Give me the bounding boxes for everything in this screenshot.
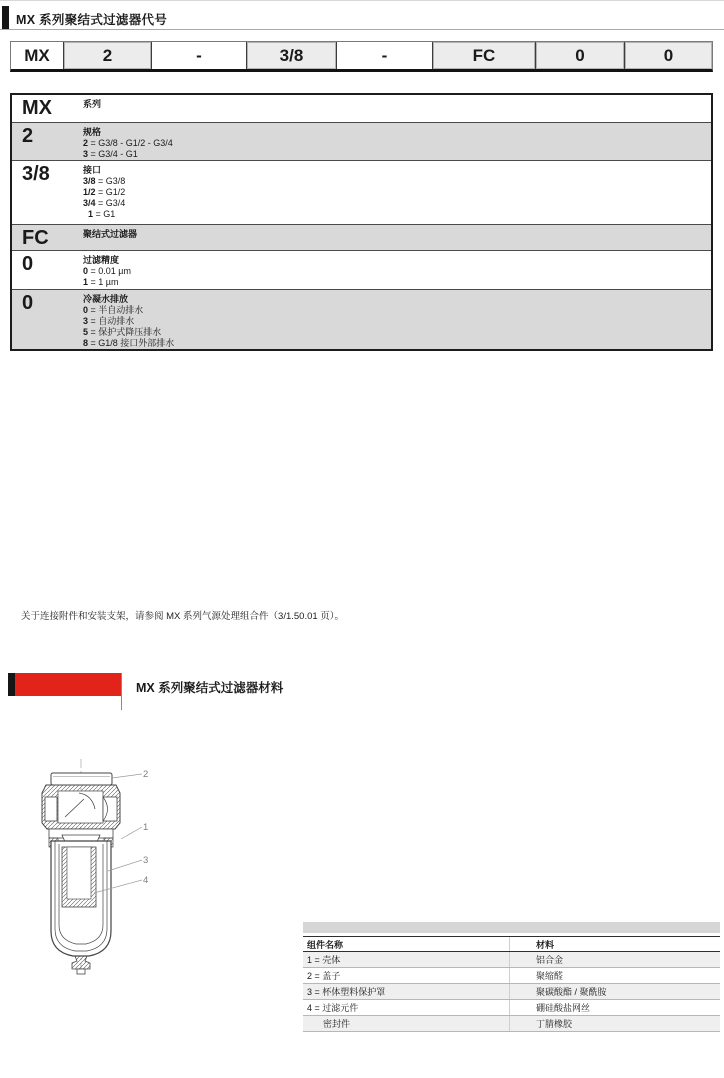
row-option: 8 = G1/8 接口外部排水 (83, 338, 175, 348)
component-material: 聚缩醛 (509, 968, 720, 983)
component-material: 硼硅酸盐网丝 (509, 1000, 720, 1015)
callout-2: 2 (143, 769, 149, 780)
order-code-segment-size: 2 (63, 42, 151, 69)
table-row-size (12, 122, 711, 160)
section-accent-red-bar (15, 673, 122, 696)
row-option: 2 = G3/8 - G1/2 - G3/4 (83, 138, 173, 148)
order-code-segment-drain: 0 (624, 42, 712, 69)
order-code-separator: - (336, 42, 432, 69)
component-name: 4 = 过滤元件 (307, 1003, 359, 1013)
materials-table-header (303, 936, 720, 952)
cross-reference-note: 关于连接附件和安装支架，请参阅 MX 系列气源处理组合件（3/1.50.01 页）。 (21, 611, 345, 622)
order-code-segment-grade: 0 (535, 42, 624, 69)
row-title: 聚结式过滤器 (83, 229, 138, 239)
component-name: 3 = 杯体塑料保护罩 (307, 987, 386, 997)
materials-table-top-band (303, 922, 720, 933)
table-row-drain (12, 289, 711, 349)
row-option: 5 = 保护式降压排水 (83, 327, 162, 337)
table-row (303, 1000, 720, 1016)
leader-line-1 (121, 827, 142, 839)
materials-section-title: MX 系列聚结式过滤器材料 (136, 681, 284, 695)
column-header-material: 材料 (509, 937, 720, 951)
row-code: MX (22, 97, 52, 119)
callout-3: 3 (143, 855, 149, 866)
header-rule (0, 29, 724, 30)
order-code-segment-type: FC (432, 42, 535, 69)
leader-line-3 (108, 860, 142, 871)
row-code: 2 (22, 125, 34, 147)
component-name: 密封件 (323, 1019, 351, 1029)
row-code: FC (22, 227, 49, 249)
row-title: 冷凝水排放 (83, 294, 129, 304)
row-title: 接口 (83, 165, 102, 175)
order-code-strip (10, 41, 713, 72)
table-row (303, 1016, 720, 1032)
component-material: 丁腈橡胶 (509, 1016, 720, 1031)
table-row-type (12, 224, 711, 250)
table-row (303, 968, 720, 984)
column-header-component: 组件名称 (307, 939, 344, 950)
row-option: 0 = 半自动排水 (83, 305, 144, 315)
table-row-series (12, 95, 711, 122)
row-option: 0 = 0.01 µm (83, 266, 131, 276)
row-option: 3/8 = G3/8 (83, 176, 126, 186)
row-option: 3 = G3/4 - G1 (83, 149, 138, 159)
row-title: 系列 (83, 99, 102, 109)
table-row-port (12, 160, 711, 224)
page-title: MX 系列聚结式过滤器代号 (16, 13, 168, 27)
row-code: 0 (22, 292, 34, 314)
table-row (303, 952, 720, 968)
code-description-table (10, 93, 713, 351)
row-title: 过滤精度 (83, 255, 120, 265)
row-code: 3/8 (22, 163, 50, 185)
section-divider-line (121, 673, 122, 710)
table-row-filtration-grade (12, 250, 711, 289)
component-name: 2 = 盖子 (307, 971, 341, 981)
order-code-segment-port: 3/8 (246, 42, 336, 69)
row-option: 1 = 1 µm (83, 277, 119, 287)
row-option: 1/2 = G1/2 (83, 187, 126, 197)
callout-4: 4 (143, 875, 149, 886)
materials-table (303, 922, 720, 1032)
cap-part (51, 773, 112, 785)
row-code: 0 (22, 253, 34, 275)
component-material: 聚碳酸酯 / 聚酰胺 (509, 984, 720, 999)
component-material: 铝合金 (509, 952, 720, 967)
drain-part (72, 956, 90, 969)
component-name: 1 = 壳体 (307, 955, 341, 965)
callout-1: 1 (143, 822, 149, 833)
section-accent-black (8, 673, 15, 696)
row-title: 规格 (83, 127, 102, 137)
header-accent-bar (2, 6, 9, 29)
filter-cross-section-figure (15, 753, 167, 977)
row-option: 3 = 自动排水 (83, 316, 135, 326)
leader-line-2 (112, 774, 142, 778)
table-row (303, 984, 720, 1000)
row-option: 3/4 = G3/4 (83, 198, 126, 208)
order-code-segment-series: MX (24, 45, 50, 65)
order-code-separator: - (151, 42, 246, 69)
row-option: 1 = G1 (83, 209, 116, 219)
